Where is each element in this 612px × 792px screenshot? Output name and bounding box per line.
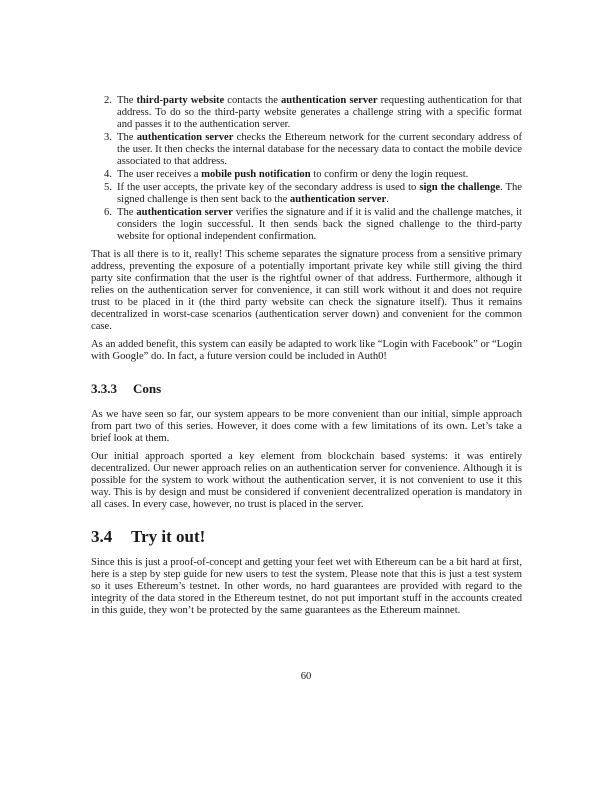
bold-term: mobile push notification: [201, 169, 311, 180]
list-item-number: 5.: [104, 182, 112, 193]
document-page: [91, 95, 522, 623]
list-item: [91, 169, 522, 181]
cons-paragraph-1: As we have seen so far, our system appears to be more convenient than our initial, simple approach from part two of this series. However, it does come with a few limitations of its own. Let’s take a brief look at them.: [91, 409, 522, 444]
section-number: 3.4: [91, 527, 113, 546]
list-item-number: 6.: [104, 207, 112, 218]
section-heading-cons: [91, 383, 522, 395]
section-number: 3.3.3: [91, 381, 117, 396]
list-text: The: [117, 95, 137, 106]
list-text: to confirm or deny the login request.: [310, 169, 469, 180]
list-item-number: 2.: [104, 95, 112, 106]
bold-term: authentication server: [136, 132, 234, 143]
try-paragraph: Since this is just a proof-of-concept and getting your feet wet with Ethereum can be a bit hard at first, here is a step by step guide for new users to test the system. Please note that this is just a test system so it uses Ethereum’s testnet. In other words, no hard guarantees are provided with regard to the integrity of the data stored in the Ethereum testnet, do not put important stuff in the accounts created in this guide, they won’t be protected by the same guarantees as the Ethereum mainnet.: [91, 557, 522, 616]
list-text: . The signed challenge is then sent back to the: [117, 182, 523, 205]
benefit-paragraph: As an added benefit, this system can easily be adapted to work like “Login with Facebook” or “Login with Google” do. In fact, a future version could be included in Auth0!: [91, 339, 522, 362]
list-text: The: [117, 207, 137, 218]
list-text: .: [386, 194, 389, 205]
section-title: Try it out!: [131, 527, 206, 546]
bold-term: third-party website: [136, 95, 225, 106]
list-text: contacts the: [224, 95, 281, 106]
bold-term: authentication server: [136, 207, 233, 218]
list-text: checks the Ethereum network for the current secondary address of the user. It then checks the internal database for the necessary data to contact the mobile device associated to that address.: [117, 132, 522, 167]
list-text: The: [117, 132, 137, 143]
bold-term: authentication server: [289, 194, 387, 205]
cons-paragraph-2: Our initial approach sported a key element from blockchain based systems: it was entirely decentralized. Our newer approach relies on an authentication server for convenience. Although it is possible for the system to work without the authentication server, it is not convenient to use it this way. This is by design and must be considered if convenient decentralized operation is mandatory in all cases. In every case, however, no trust is placed in the server.: [91, 451, 522, 510]
list-item: [91, 95, 522, 131]
list-text: requesting authentication for that address. To do so the third-party website generates a challenge string with a specific format and passes it to the authentication server.: [117, 95, 522, 130]
summary-paragraph: That is all there is to it, really! This scheme separates the signature process from a sensitive primary address, preventing the exposure of a potentially important private key while still giving the third party site confirmation that the user is the rightful owner of that address. Furthermore, although it relies on the authentication server for convenience, it can still work without it and does not require trust to be placed in it (the third party website can check the signature itself). Thus it remains decentralized in worst-case scenarios (authentication server down) and convenient for the common case.: [91, 249, 522, 332]
section-title: Cons: [133, 381, 162, 396]
list-item-number: 3.: [104, 132, 112, 143]
list-item: [91, 182, 522, 206]
list-item: [91, 207, 522, 243]
bold-term: authentication server: [280, 95, 378, 106]
list-text: The user receives a: [117, 169, 202, 180]
list-item: [91, 132, 522, 168]
page-number: 60: [300, 671, 312, 682]
auth-steps-list: [91, 95, 522, 243]
list-text: If the user accepts, the private key of the secondary address is used to: [117, 182, 420, 193]
list-item-number: 4.: [104, 169, 112, 180]
section-heading-try: [91, 527, 522, 546]
list-text: verifies the signature and if it is valid and the challenge matches, it considers the login successful. It then sends back the signed challenge to the third-party website for optional independent confirmation.: [117, 207, 522, 242]
bold-term: sign the challenge: [419, 182, 501, 193]
